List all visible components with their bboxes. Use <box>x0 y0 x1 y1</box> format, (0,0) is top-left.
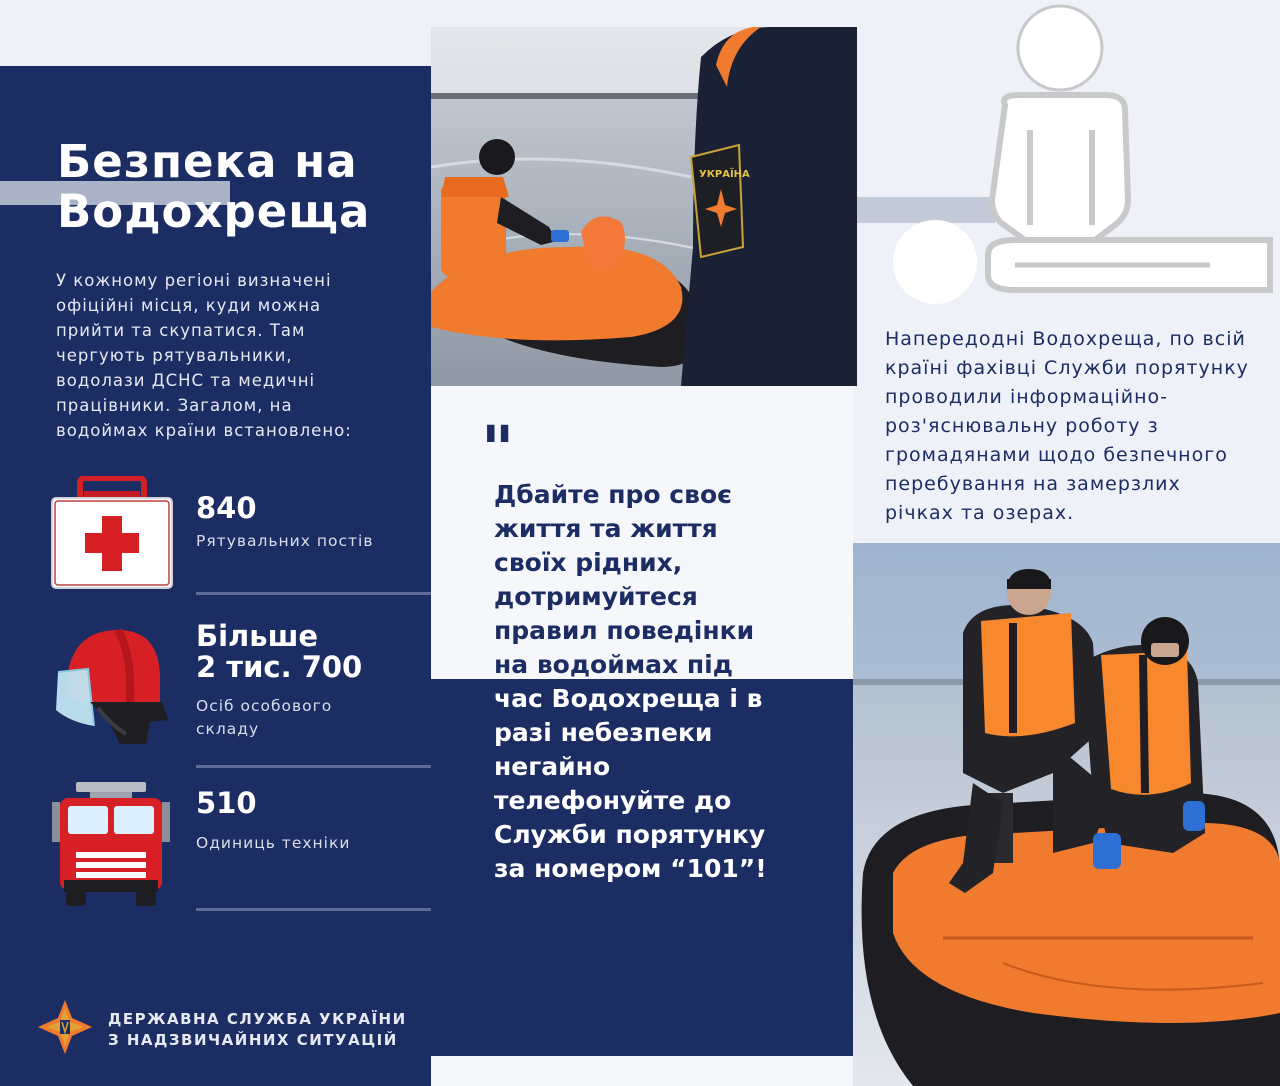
stat-label-line: Осіб особового <box>196 697 333 715</box>
organization-name-line: З НАДЗВИЧАЙНИХ СИТУАЦІЙ <box>108 1031 398 1049</box>
rescuer-hovercraft-photo <box>431 27 857 386</box>
quote-line: правил поведінки <box>494 616 755 645</box>
quote-line: Служби порятунку <box>494 820 766 849</box>
stat-number: 840 <box>196 491 257 525</box>
description-text: Напередодні Водохреща, по всій країні фахівці Служби порятунку проводили інформаційно-роз'яснювальну роботу з громадянами щодо безпечного перебування на замерзлих річках та озерах. <box>885 328 1249 524</box>
stat-label: Рятувальних постів <box>196 532 374 550</box>
fire-truck-icon <box>50 780 172 908</box>
dsns-emblem-icon <box>36 998 94 1056</box>
firefighter-helmet-icon <box>50 624 172 746</box>
stat-number: 510 <box>196 786 257 820</box>
divider <box>196 908 431 911</box>
quote-line: разі небезпеки <box>494 718 713 747</box>
intro-text: У кожному регіоні визначені офіційні місця, куди можна прийти та скупатися. Там чергують рятувальники, водолази ДСНС та медичні працівники. Загалом, на водоймах країни встановлено: <box>56 271 352 440</box>
quote-line: дотримуйтеся <box>494 582 698 611</box>
stat-label <box>196 695 396 741</box>
quote-line: негайно <box>494 752 611 781</box>
quote-mark: " <box>481 412 515 487</box>
cpr-illustration-icon <box>880 0 1280 310</box>
quote-line: на водоймах під <box>494 650 733 679</box>
stat-number-line: Більше <box>196 619 319 653</box>
stat-label-line: складу <box>196 720 260 738</box>
quote-text <box>494 478 794 886</box>
quote-line: життя та життя <box>494 514 718 543</box>
divider <box>196 592 431 595</box>
page-title <box>57 137 370 237</box>
quote-line: за номером “101”! <box>494 854 767 883</box>
title-line: Безпека на <box>57 135 358 188</box>
quote-line: Дбайте про своє <box>494 480 732 509</box>
quote-line: телефонуйте до <box>494 786 732 815</box>
title-line: Водохреща <box>57 185 371 238</box>
organization-name-line: ДЕРЖАВНА СЛУЖБА УКРАЇНИ <box>108 1010 407 1028</box>
sleeve-patch-text: УКРАЇНА <box>699 169 750 180</box>
quote-line: своїх рідних, <box>494 548 683 577</box>
quote-line: час Водохреща і в <box>494 684 763 713</box>
rescuers-hovercraft-photo <box>853 543 1280 1086</box>
stat-number <box>196 621 362 683</box>
stat-label: Одиниць техніки <box>196 834 351 852</box>
organization-name <box>108 1009 407 1051</box>
stat-number-line: 2 тис. 700 <box>196 650 363 684</box>
first-aid-kit-icon <box>50 476 174 590</box>
divider <box>196 765 431 768</box>
